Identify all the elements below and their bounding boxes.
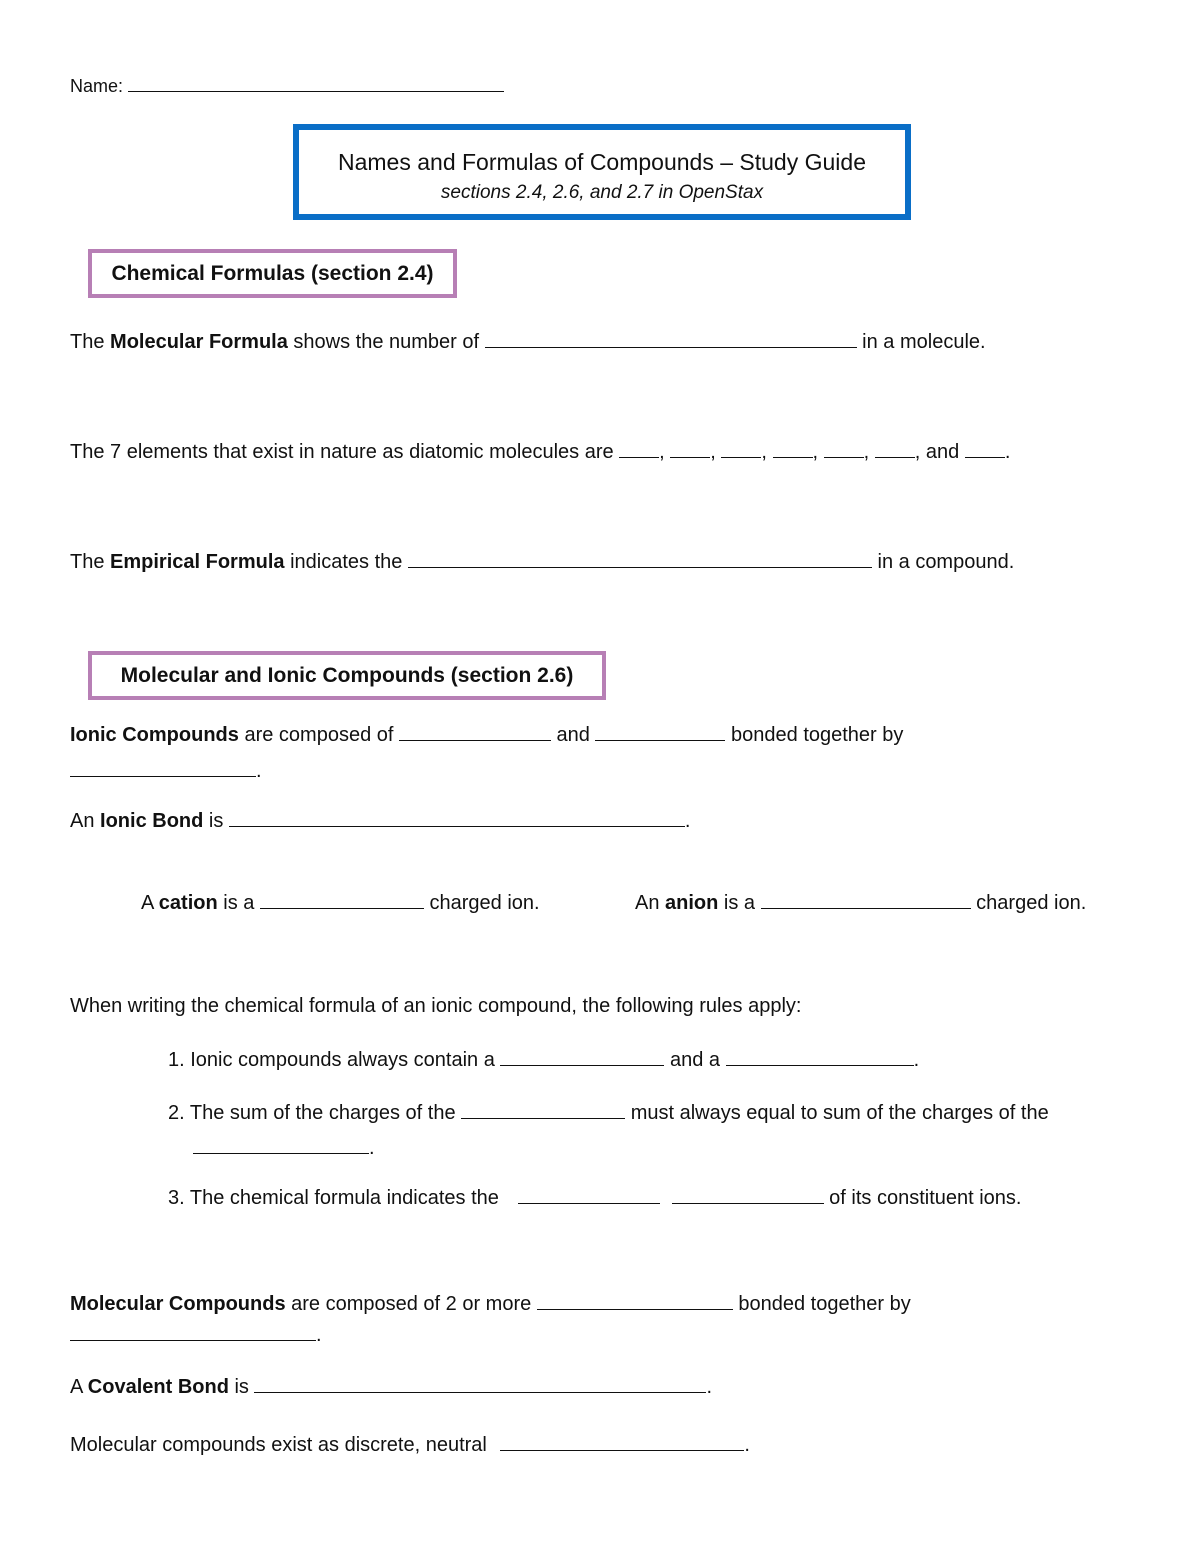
text: 2. The sum of the charges of the	[168, 1102, 462, 1124]
term-ionic-compounds: Ionic Compounds	[70, 724, 239, 746]
text: .	[684, 810, 691, 832]
text: in a molecule.	[856, 331, 986, 353]
answer-blank[interactable]	[254, 1374, 706, 1393]
text: Molecular compounds exist as discrete, neutral	[70, 1434, 493, 1456]
page-subtitle: sections 2.4, 2.6, and 2.7 in OpenStax	[440, 182, 764, 203]
answer-blank[interactable]	[726, 1047, 914, 1066]
rule-2	[168, 1100, 1049, 1125]
text: The	[70, 331, 111, 353]
answer-blank[interactable]	[260, 890, 424, 909]
section-header-label: Molecular and Ionic Compounds (section 2.6)	[120, 663, 574, 687]
molecular-compounds-line-2	[70, 1322, 322, 1347]
text: charged ion.	[970, 892, 1087, 914]
text: 3. The chemical formula indicates the	[168, 1187, 505, 1209]
covalent-bond-line	[70, 1374, 712, 1399]
page-title: Names and Formulas of Compounds – Study Guide	[338, 149, 866, 175]
answer-blank[interactable]	[824, 439, 864, 458]
answer-blank[interactable]	[485, 329, 857, 348]
ionic-compounds-line	[70, 722, 903, 747]
answer-blank[interactable]	[721, 439, 761, 458]
section-header-molecular-ionic	[88, 651, 606, 700]
answer-blank[interactable]	[965, 439, 1005, 458]
name-line	[70, 74, 504, 98]
molecular-compounds-line	[70, 1291, 911, 1316]
answer-blank[interactable]	[70, 758, 256, 777]
text: and a	[664, 1049, 726, 1071]
answer-blank[interactable]	[773, 439, 813, 458]
text: in a compound.	[871, 551, 1015, 573]
name-label: Name:	[70, 76, 124, 96]
answer-blank[interactable]	[518, 1185, 660, 1204]
text: is a	[718, 892, 761, 914]
text: are composed of	[238, 724, 399, 746]
answer-blank[interactable]	[399, 722, 551, 741]
term-anion: anion	[665, 892, 719, 914]
text: of its constituent ions.	[823, 1187, 1022, 1209]
molecular-formula-line	[70, 329, 986, 354]
term-molecular-compounds: Molecular Compounds	[70, 1293, 286, 1315]
text: .	[256, 760, 262, 782]
answer-blank[interactable]	[500, 1432, 744, 1451]
text	[660, 1187, 671, 1209]
text: is a	[217, 892, 260, 914]
ionic-compounds-line-2	[70, 758, 262, 783]
cation-line	[141, 890, 540, 915]
answer-blank[interactable]	[875, 439, 915, 458]
term-molecular-formula: Molecular Formula	[110, 331, 288, 353]
text: indicates the	[284, 551, 408, 573]
text: is	[228, 1376, 255, 1398]
name-blank[interactable]	[128, 75, 504, 92]
text: , and	[914, 441, 965, 463]
rules-intro: When writing the chemical formula of an ionic compound, the following rules apply:	[70, 995, 802, 1017]
text: A	[70, 1376, 88, 1398]
text: are composed of 2 or more	[285, 1293, 537, 1315]
text: ,	[710, 441, 722, 463]
text: bonded together by	[732, 1293, 911, 1315]
text: ,	[812, 441, 824, 463]
text: An	[70, 810, 101, 832]
answer-blank[interactable]	[229, 808, 685, 827]
text: .	[1004, 441, 1011, 463]
text: charged ion.	[423, 892, 540, 914]
answer-blank[interactable]	[761, 890, 971, 909]
rule-1	[168, 1047, 919, 1072]
text: .	[369, 1137, 375, 1159]
ionic-bond-line	[70, 808, 690, 833]
section-header-label: Chemical Formulas (section 2.4)	[111, 261, 434, 285]
answer-blank[interactable]	[672, 1185, 824, 1204]
anion-line	[635, 890, 1086, 915]
text: bonded together by	[725, 724, 904, 746]
answer-blank[interactable]	[500, 1047, 664, 1066]
answer-blank[interactable]	[537, 1291, 733, 1310]
text: .	[744, 1434, 750, 1456]
answer-blank[interactable]	[619, 439, 659, 458]
rule-2-line-2	[193, 1135, 375, 1160]
rule-3	[168, 1185, 1021, 1210]
text: An	[635, 892, 666, 914]
text: is	[203, 810, 229, 832]
discrete-line	[70, 1432, 750, 1457]
answer-blank[interactable]	[193, 1135, 369, 1154]
term-cation: cation	[158, 892, 218, 914]
answer-blank[interactable]	[595, 722, 725, 741]
text: .	[316, 1324, 322, 1346]
text: .	[706, 1376, 713, 1398]
text: and	[550, 724, 596, 746]
empirical-formula-line	[70, 549, 1014, 574]
diatomic-line	[70, 439, 1010, 464]
text: The 7 elements that exist in nature as diatomic molecules are	[70, 441, 620, 463]
answer-blank[interactable]	[670, 439, 710, 458]
answer-blank[interactable]	[408, 549, 872, 568]
title-box	[293, 124, 911, 220]
answer-blank[interactable]	[70, 1322, 316, 1341]
answer-blank[interactable]	[461, 1100, 625, 1119]
text: The	[70, 551, 111, 573]
term-empirical-formula: Empirical Formula	[110, 551, 285, 573]
text: ,	[659, 441, 671, 463]
text: 1. Ionic compounds always contain a	[168, 1049, 501, 1071]
text: ,	[863, 441, 875, 463]
section-header-chemical-formulas	[88, 249, 457, 298]
text: .	[913, 1049, 920, 1071]
text: shows the number of	[287, 331, 485, 353]
term-covalent-bond: Covalent Bond	[87, 1376, 229, 1398]
text: ,	[761, 441, 773, 463]
text: A	[141, 892, 159, 914]
term-ionic-bond: Ionic Bond	[100, 810, 204, 832]
text: must always equal to sum of the charges of the	[625, 1102, 1049, 1124]
